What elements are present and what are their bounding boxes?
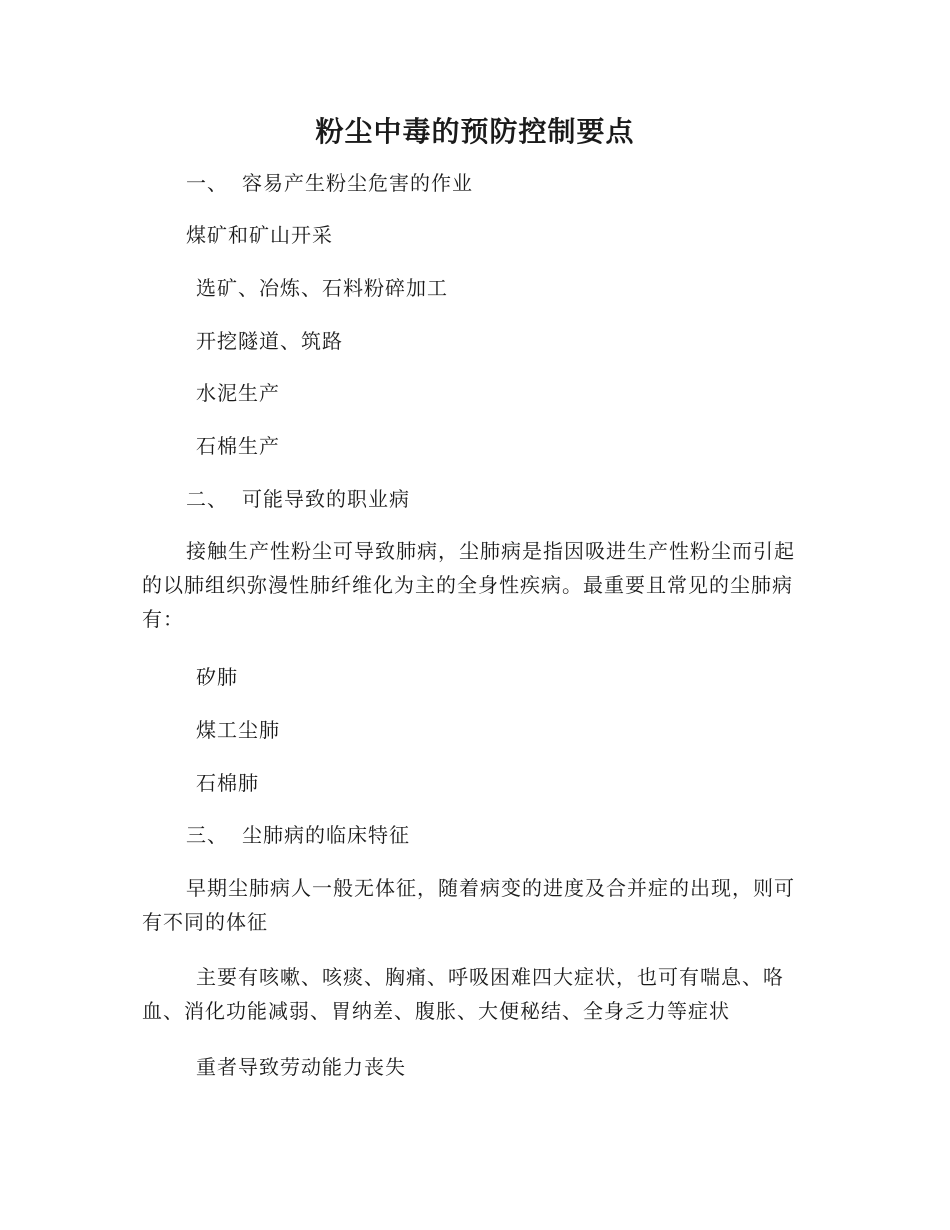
list-item: 石棉生产 (196, 434, 280, 458)
section-2-paragraph: 接触生产性粉尘可导致肺病，尘肺病是指因吸进生产性粉尘而引起的以肺组织弥漫性肺纤维化为主的全身性疾病。最重要且常见的尘肺病有： (142, 539, 795, 631)
list-item: 矽肺 (196, 665, 238, 689)
section-2-number: 二、 (186, 487, 228, 511)
list-item: 石棉肺 (196, 771, 259, 795)
list-item: 水泥生产 (196, 381, 280, 405)
section-1-title: 容易产生粉尘危害的作业 (242, 171, 473, 195)
section-1-number: 一、 (186, 171, 228, 195)
section-2-heading (186, 482, 410, 516)
section-3-heading (186, 818, 410, 852)
section-3-number: 三、 (186, 823, 228, 847)
document-title: 粉尘中毒的预防控制要点 (315, 115, 635, 148)
list-item: 选矿、冶炼、石料粉碎加工 (196, 276, 448, 300)
section-3-paragraph-2: 主要有咳嗽、咳痰、胸痛、呼吸困难四大症状，也可有喘息、咯血、消化功能减弱、胃纳差、腹胀、大便秘结、全身乏力等症状 (142, 965, 784, 1023)
section-3-last-line: 重者导致劳动能力丧失 (196, 1055, 406, 1079)
list-item: 开挖隧道、筑路 (196, 329, 343, 353)
section-3-paragraph-1: 早期尘肺病人一般无体征，随着病变的进度及合并症的出现，则可有不同的体征 (142, 876, 795, 934)
list-item: 煤矿和矿山开采 (186, 223, 333, 247)
section-2-title: 可能导致的职业病 (242, 487, 410, 511)
section-1-heading (186, 166, 473, 200)
section-3-title: 尘肺病的临床特征 (242, 823, 410, 847)
list-item: 煤工尘肺 (196, 718, 280, 742)
